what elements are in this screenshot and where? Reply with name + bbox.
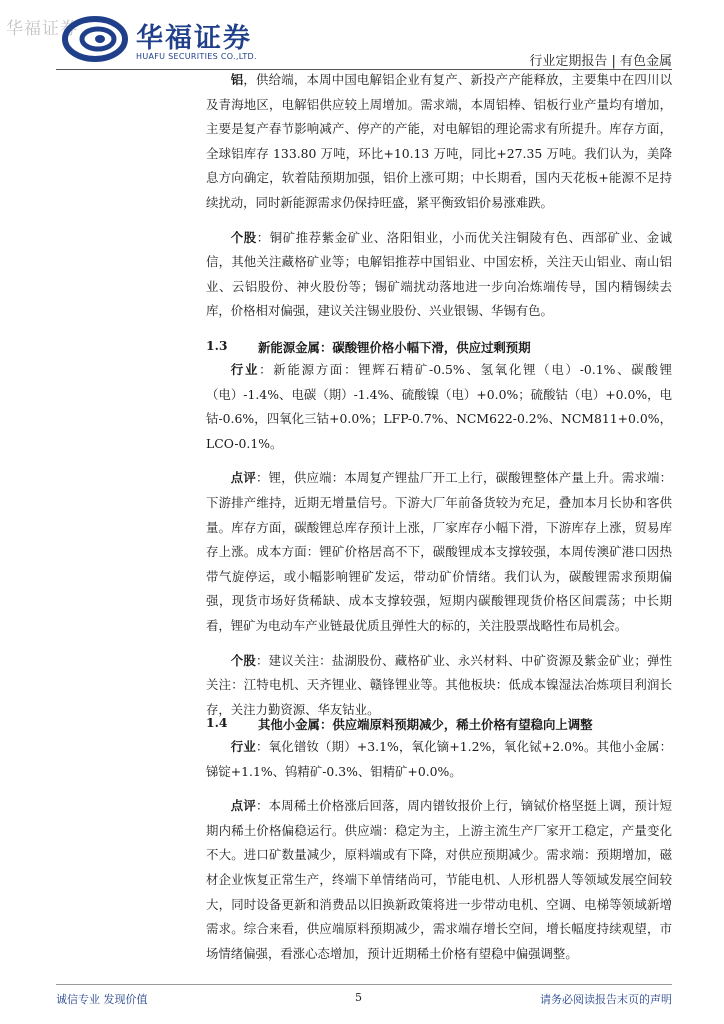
body-part-2	[206, 358, 672, 732]
stocks1-lead: 个股	[230, 229, 257, 245]
watermark: 华福证券	[6, 19, 78, 39]
footer-slogan: 诚信专业 发现价值	[56, 993, 148, 1006]
logo-english-name: HUAFU SECURITIES CO.,LTD.	[136, 52, 257, 61]
stocks-paragraph-1-3	[206, 649, 672, 723]
footer-divider	[56, 984, 672, 985]
section-number: 1.3	[206, 338, 228, 353]
comment14-lead: 点评	[230, 798, 257, 814]
stocks1-text: ：铜矿推荐紫金矿业、洛阳钼业，小而优关注铜陵有色、西部矿业、金诚信，其他关注藏格矿业等；电解铝推荐中国铝业、中国宏桥，关注天山铝业、南山铝业、云铝股份、神火股份等；锡矿端扰动落地进一步向冶炼端传导，国内精锡续去库，价格相对偏强，建议关注锡业股份、兴业银锡、华锡有色。	[206, 229, 673, 319]
industry14-text: ：氧化镨钕（期）+3.1%，氧化镝+1.2%，氧化铽+2.0%。其他小金属：锑锭+1.1%、钨精矿-0.3%、钼精矿+0.0%。	[206, 739, 672, 779]
report-type-label: 行业定期报告 | 有色金属	[529, 54, 672, 69]
industry-paragraph-1-4	[206, 735, 672, 784]
stocks13-text: ：建议关注：盐湖股份、藏格矿业、永兴材料、中矿资源及紫金矿业；弹性关注：江特电机、天齐锂业、赣锋锂业等。其他板块：低成本镍湿法冶炼项目利润长存，关注力勤资源、华友钴业。	[206, 652, 673, 717]
logo-chinese-name: 华福证券	[136, 23, 252, 54]
aluminum-lead: 铝	[230, 72, 244, 87]
stocks-paragraph-1	[206, 226, 672, 324]
comment-paragraph-1-4	[206, 794, 672, 966]
industry13-lead: 行业	[230, 362, 260, 377]
comment-paragraph-1-3	[206, 466, 672, 638]
industry13-text: ：新能源方面：锂辉石精矿-0.5%、氢氧化锂（电）-0.1%、碳酸锂（电）-1.4%、电碳（期）-1.4%、硫酸镍（电）+0.0%；硫酸钴（电）+0.0%，电钴-0.6%，四氧化三钴+0.0%；LFP-0.7%、NCM622-0.2%、NCM811+0.0%，LCO-0.1%。	[206, 362, 673, 451]
comment13-text: ：锂，供应端：本周复产锂盐厂开工上行，碳酸锂整体产量上升。需求端：下游排产维持，近期无增量信号。下游大厂年前备货较为充足，叠加本月长协和客供量。库存方面，碳酸锂总库存预计上涨，厂家库存小幅下滑，下游库存上涨，贸易库存上涨。成本方面：锂矿价格居高不下，碳酸锂成本支撑较强，本周传澳矿港口因热带气旋停运，或小幅影响锂矿发运，带动矿价情绪。我们认为，碳酸锂需求预期偏强，现货市场好货稀缺、成本支撑较强，短期内碳酸锂现货价格区间震荡；中长期看，锂矿为电动车产业链最优质且弹性大的标的，关注股票战略性布局机会。	[206, 470, 673, 633]
company-logo	[62, 14, 272, 64]
page-number: 5	[355, 991, 362, 1004]
aluminum-paragraph	[206, 68, 672, 216]
comment13-lead: 点评	[230, 470, 257, 486]
comment14-text: ：本周稀土价格涨后回落，周内镨钕报价上行，镝铽价格坚挺上调，预计短期内稀土价格偏稳运行。供应端：稳定为主，上游主流生产厂家开工稳定，产量变化不大。进口矿数量减少，原料端或有下降，对供应预期减少。需求端：预期增加，磁材企业恢复正常生产，终端下单情绪尚可，节能电机、人形机器人等领域发展空间较大，同时设备更新和消费品以旧换新政策将进一步带动电机、空调、电梯等领域新增需求。综合来看，供应端原料预期减少，需求端存增长空间，增长幅度持续观望，市场情绪偏强，看涨心态增加，预计近期稀土价格有望稳中偏强调整。	[206, 798, 673, 961]
stocks13-lead: 个股	[230, 652, 257, 668]
logo-swirl-icon	[62, 14, 128, 64]
section-title: 其他小金属：供应端原料预期减少，稀土价格有望稳向上调整	[258, 717, 593, 732]
section-title: 新能源金属：碳酸锂价格小幅下滑，供应过剩预期	[258, 340, 531, 355]
industry-paragraph-1-3	[206, 358, 672, 456]
industry14-lead: 行业	[230, 739, 257, 754]
aluminum-text: ，供给端，本周中国电解铝企业有复产、新投产产能释放，主要集中在四川以及青海地区，电解铝供应较上周增加。需求端，本周铝棒、铝板行业产量均有增加，主要是复产春节影响减产、停产的产能，对电解铝的理论需求有所提升。库存方面，全球铝库存 133.80 万吨，环比+10.13 万吨，同比+27.35 万吨。我们认为，美降息方向确定，软着陆预期加强，铝价上涨可期；中长期看，国内天花板+能源不足持续扰动，同时新能源需求仍保持旺盛，紧平衡致铝价易涨难跌。	[206, 72, 673, 210]
body-part-3	[206, 735, 672, 976]
body-part-1	[206, 68, 672, 334]
footer-disclaimer-note: 请务必阅读报告末页的声明	[540, 993, 672, 1006]
section-number: 1.4	[206, 715, 228, 730]
